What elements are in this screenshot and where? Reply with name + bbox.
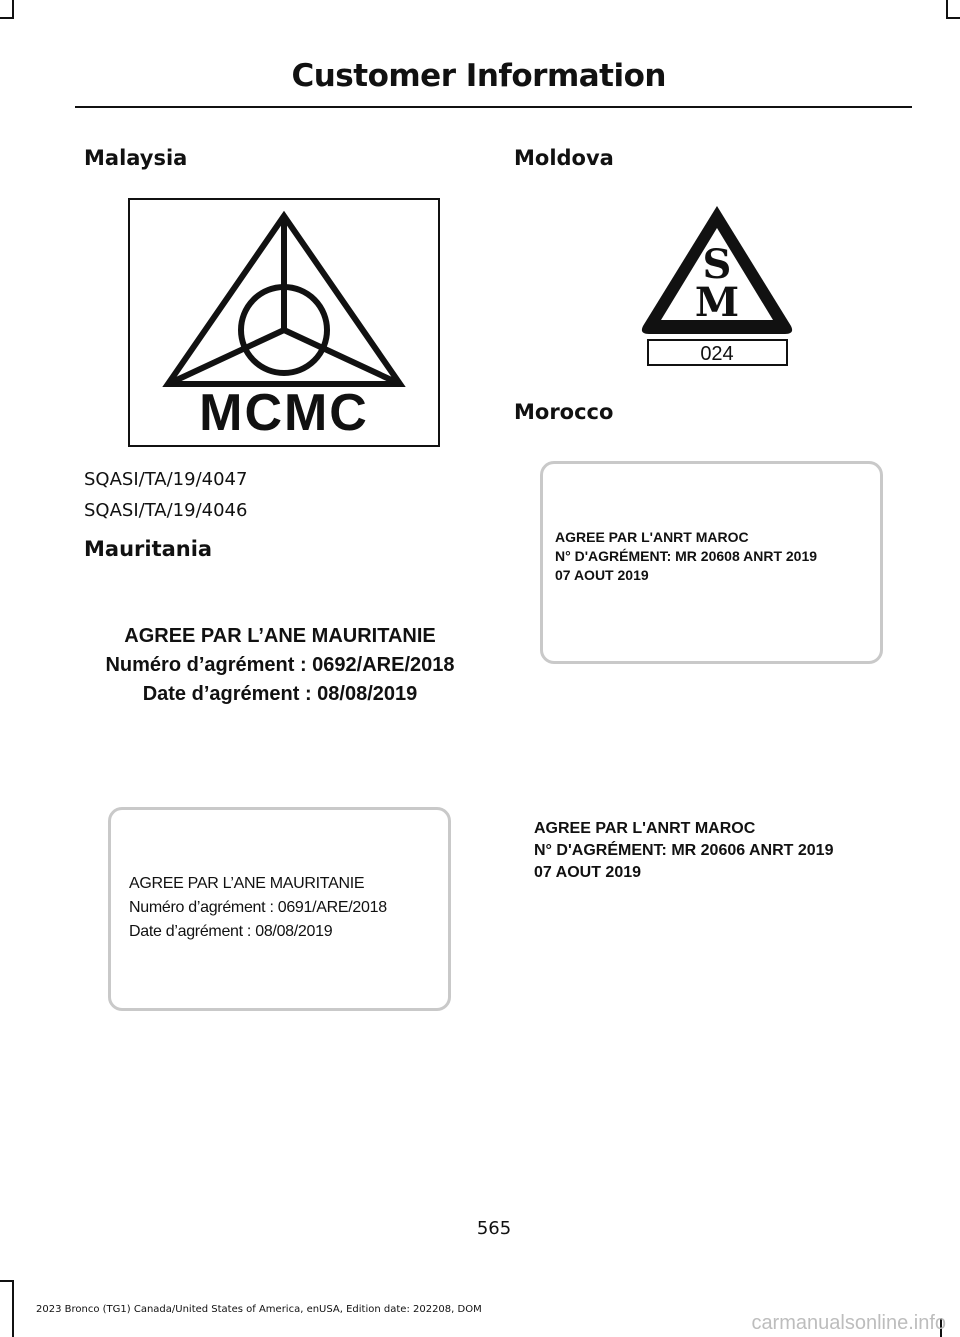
mark-line: 07 AOUT 2019	[534, 864, 642, 881]
mauritania-approval-label-2	[108, 807, 451, 1011]
malaysia-code: SQASI/TA/19/4046	[84, 500, 248, 521]
watermark: carmanualsonline.info	[751, 1312, 946, 1334]
mark-line: AGREE PAR L’ANE MAURITANIE	[124, 625, 436, 647]
crop-mark	[946, 17, 960, 19]
label-line: AGREE PAR L’ANE MAURITANIE	[129, 875, 365, 892]
mark-line: N° D'AGRÉMENT: MR 20606 ANRT 2019	[534, 842, 834, 859]
moldova-sm-logo	[637, 198, 797, 370]
crop-mark	[0, 1280, 14, 1282]
mauritania-approval-mark-1	[80, 622, 480, 709]
morocco-approval-mark-2	[534, 818, 833, 884]
mark-line: Date d’agrément : 08/08/2019	[142, 683, 418, 705]
crop-mark	[0, 17, 14, 19]
morocco-approval-label-1	[540, 461, 883, 664]
label-line: N° D'AGRÉMENT: MR 20608 ANRT 2019	[555, 548, 818, 564]
label-line: 07 AOUT 2019	[555, 567, 649, 583]
edition-footer: 2023 Bronco (TG1) Canada/United States of America, enUSA, Edition date: 202208, DOM	[36, 1304, 482, 1315]
label-line: AGREE PAR L'ANRT MAROC	[555, 529, 749, 545]
mark-line: Numéro d’agrément : 0692/ARE/2018	[105, 654, 455, 676]
svg-text:S: S	[702, 241, 732, 288]
malaysia-code: SQASI/TA/19/4047	[84, 469, 248, 490]
page-number: 565	[476, 1218, 512, 1239]
label-line: Numéro d’agrément : 0691/ARE/2018	[129, 899, 387, 916]
heading-moldova: Moldova	[514, 146, 614, 170]
mcmc-logo	[128, 198, 440, 447]
mcmc-logo-text: MCMC	[199, 384, 369, 442]
mark-line: AGREE PAR L'ANRT MAROC	[534, 820, 756, 837]
crop-mark	[946, 0, 948, 18]
svg-text:M: M	[694, 279, 740, 326]
moldova-logo-number: 024	[700, 343, 734, 365]
heading-mauritania: Mauritania	[84, 537, 213, 561]
page-title: Customer Information	[291, 58, 666, 94]
heading-malaysia: Malaysia	[84, 146, 188, 170]
heading-morocco: Morocco	[514, 400, 614, 424]
header-divider	[75, 106, 912, 108]
crop-mark	[12, 1280, 14, 1337]
crop-mark	[12, 0, 14, 18]
label-line: Date d’agrément : 08/08/2019	[129, 923, 333, 940]
